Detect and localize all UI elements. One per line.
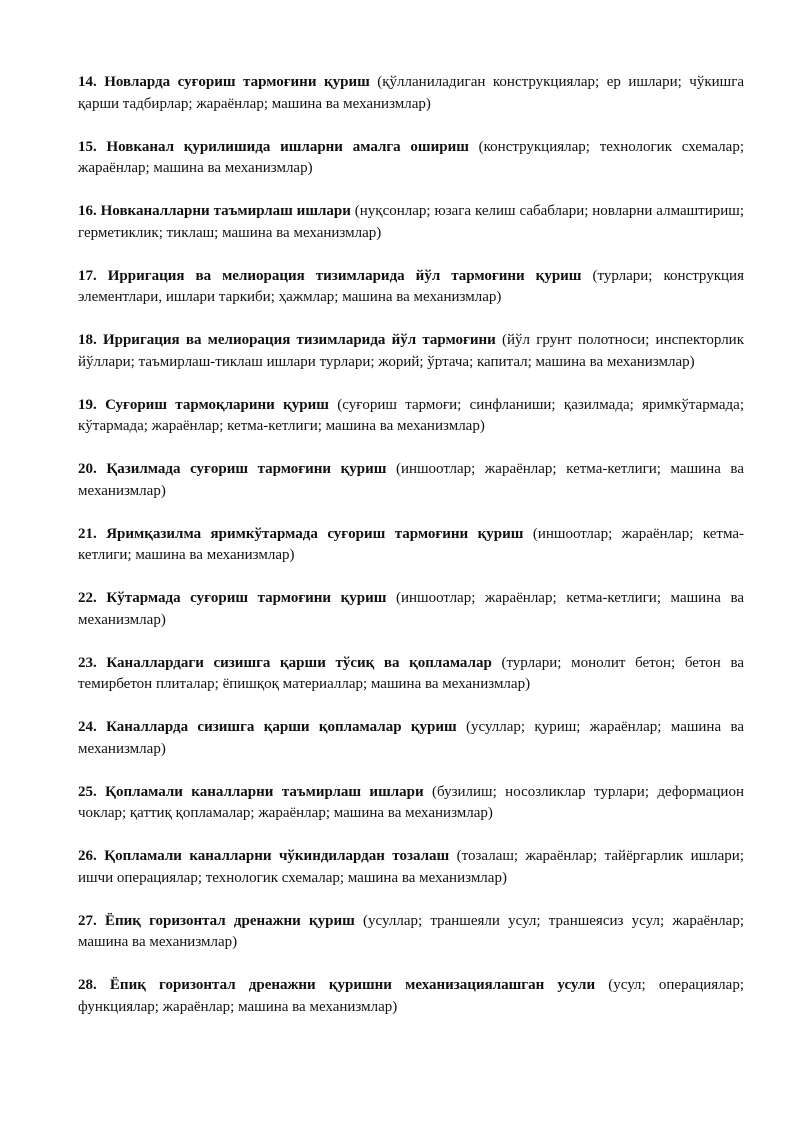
- item-details: (турлари; конструкция элементлари, ишлари таркиби; ҳажмлар; машина ва механизмлар): [78, 267, 744, 305]
- item-title: 15. Новканал қурилишида ишларни амалга ошириш: [78, 138, 469, 155]
- list-item: [78, 266, 744, 309]
- item-details: (конструкциялар; технологик схемалар; жараёнлар; машина ва механизмлар): [78, 138, 744, 176]
- item-title: 18. Ирригация ва мелиорация тизимларида йўл тармоғини: [78, 332, 496, 348]
- list-item: [78, 717, 744, 760]
- item-title: 21. Яримқазилма яримкўтармада суғориш тармоғини қуриш: [78, 525, 524, 542]
- item-title: 16. Новканалларни таъмирлаш ишлари: [78, 203, 351, 219]
- item-title: 27. Ёпиқ горизонтал дренажни қуриш: [78, 912, 355, 929]
- list-item: [78, 653, 744, 696]
- list-item: [78, 459, 744, 502]
- list-item: [78, 911, 744, 954]
- list-item: [78, 137, 744, 180]
- item-details: (иншоотлар; жараёнлар; кетма-кетлиги; машина ва механизмлар): [78, 525, 745, 563]
- list-item: [78, 72, 744, 115]
- item-title: 23. Каналлардаги сизишга қарши тўсиқ ва қопламалар: [78, 654, 492, 671]
- item-details: (иншоотлар; жараёнлар; кетма-кетлиги; машина ва механизмлар): [78, 461, 744, 499]
- item-title: 20. Қазилмада суғориш тармоғини қуриш: [78, 461, 387, 477]
- list-item: [78, 782, 744, 825]
- item-details: (бузилиш; носозликлар турлари; деформацион чоклар; қаттиқ қопламалар; жараёнлар; машина ва механизмлар): [78, 783, 744, 821]
- item-details: (турлари; монолит бетон; бетон ва темирбетон плиталар; ёпишқоқ материаллар; машина ва механизмлар): [78, 654, 744, 692]
- item-details: (усуллар; қуриш; жараёнлар; машина ва механизмлар): [78, 719, 744, 757]
- item-title: 28. Ёпиқ горизонтал дренажни қуришни механизациялашган усули: [78, 977, 596, 993]
- item-title: 25. Қопламали каналларни таъмирлаш ишлари: [78, 783, 424, 800]
- item-details: (усул; операциялар; функциялар; жараёнлар; машина ва механизмлар): [78, 977, 744, 1015]
- list-item: [78, 395, 744, 438]
- list-item: [78, 330, 744, 373]
- item-details: (усуллар; траншеяли усул; траншеясиз усул; жараёнлар; машина ва механизмлар): [78, 912, 744, 950]
- item-details: (суғориш тармоғи; синфланиши; қазилмада; яримкўтармада; кўтармада; жараёнлар; кетма-кетлиги; машина ва механизмлар): [78, 396, 744, 434]
- item-title: 19. Суғориш тармоқларини қуриш: [78, 396, 329, 413]
- item-details: (иншоотлар; жараёнлар; кетма-кетлиги; машина ва механизмлар): [78, 590, 744, 628]
- item-title: 14. Новларда суғориш тармоғини қуриш: [78, 74, 370, 90]
- list-item: [78, 846, 744, 889]
- list-item: [78, 201, 744, 244]
- item-title: 24. Каналларда сизишга қарши қопламалар қуриш: [78, 719, 457, 735]
- item-title: 26. Қопламали каналларни чўкиндилардан тозалаш: [78, 848, 450, 864]
- item-title: 17. Ирригация ва мелиорация тизимларида йўл тармоғини қуриш: [78, 267, 582, 284]
- item-details: (нуқсонлар; юзага келиш сабаблари; новларни алмаштириш; герметиклик; тиклаш; машина ва механизмлар): [78, 203, 744, 241]
- item-title: 22. Кўтармада суғориш тармоғини қуриш: [78, 590, 387, 606]
- document-page: [78, 72, 744, 1040]
- list-item: [78, 975, 744, 1018]
- list-item: [78, 588, 744, 631]
- item-details: (тозалаш; жараёнлар; тайёргарлик ишлари; ишчи операциялар; технологик схемалар; машина ва механизмлар): [78, 848, 744, 886]
- item-details: (қўлланиладиган конструкциялар; ер ишлари; чўкишга қарши тадбирлар; жараёнлар; машина ва механизмлар): [78, 74, 745, 112]
- list-item: [78, 524, 744, 567]
- item-details: (йўл грунт полотноси; инспекторлик йўллари; таъмирлаш-тиклаш ишлари турлари; жорий; ўртача; капитал; машина ва механизмлар): [78, 332, 745, 370]
